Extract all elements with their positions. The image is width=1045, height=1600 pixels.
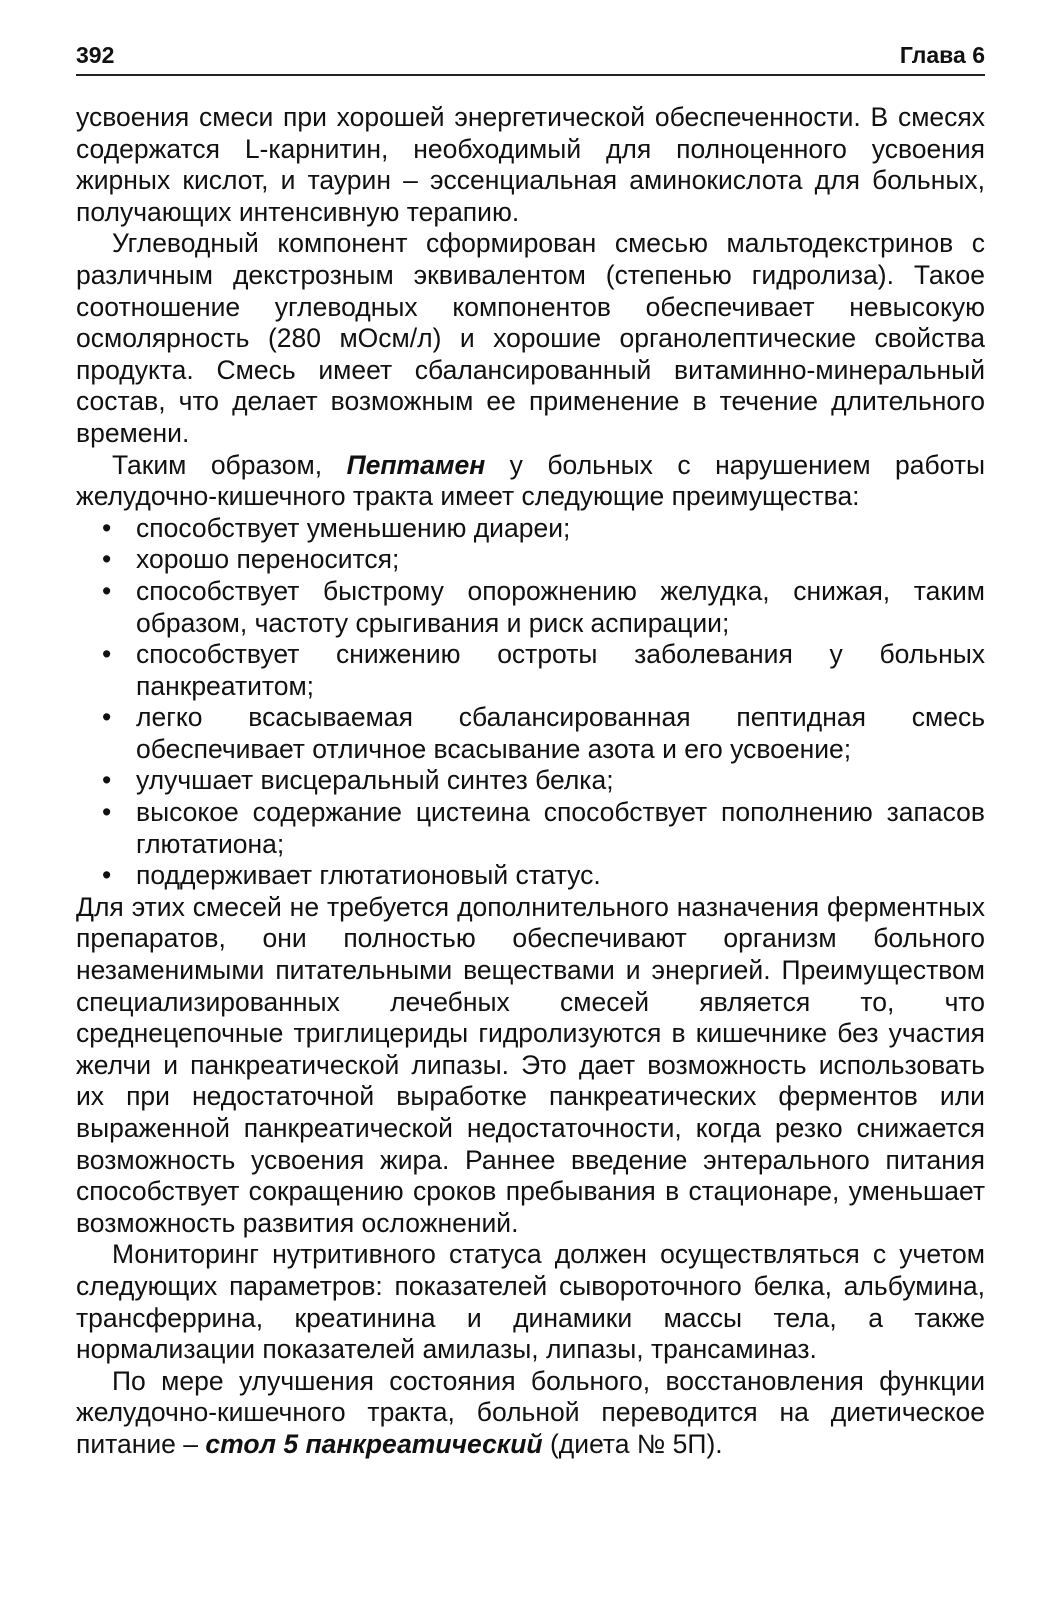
bullet-icon: •: [102, 639, 112, 670]
paragraph-6-tail: (диета № 5П).: [542, 1428, 723, 1459]
list-item-text: способствует уменьшению диареи;: [136, 512, 571, 543]
paragraph-6: [76, 1366, 985, 1461]
list-item-text: улучшает висцеральный синтез белка;: [136, 765, 614, 796]
list-item: [76, 544, 985, 576]
running-header: [76, 40, 985, 76]
bullet-icon: •: [102, 702, 112, 733]
diet-name: стол 5 панкреатический: [205, 1428, 543, 1459]
list-item-text: способствует снижению остроты заболевания у больных панкреатитом;: [136, 639, 985, 701]
paragraph-2: Углеводный компонент сформирован смесью мальтодекстринов с различным декстрозным эквивалентом (степенью гидролиза). Такое соотношение углеводных компонентов обеспечивает невысокую осмолярность (280 мОсм/л) и хорошие органолептические свойства продукта. Смесь имеет сбалансированный витаминно-минеральный состав, что делает возможным ее применение в течение длительного времени.: [76, 228, 985, 448]
paragraph-4: Для этих смесей не требуется дополнительного назначения ферментных препаратов, они полностью обеспечивают организм больного незаменимыми питательными веществами и энергией. Преимуществом специализированных лечебных смесей является то, что среднецепочные триглицериды гидролизуются в кишечнике без участия желчи и панкреатической липазы. Это дает возможность использовать их при недостаточной выработке панкреатических ферментов или выраженной панкреатической недостаточности, когда резко снижается возможность усвоения жира. Раннее введение энтерального питания способствует сокращению сроков пребывания в стационаре, уменьшает возможность развития осложнений.: [76, 891, 985, 1238]
page-body: [76, 102, 985, 1461]
list-item-text: легко всасываемая сбалансированная пептидная смесь обеспечивает отличное всасывание азота и его усвоение;: [136, 702, 985, 764]
list-item-text: хорошо переносится;: [136, 544, 400, 575]
bullet-icon: •: [102, 797, 112, 828]
list-item-text: поддерживает глютатионовый статус.: [136, 860, 601, 891]
list-item: [76, 797, 985, 860]
product-name-peptamen: Пептамен: [346, 449, 486, 480]
bullet-icon: •: [102, 512, 112, 543]
list-item: [76, 576, 985, 639]
paragraph-5: Мониторинг нутритивного статуса должен осуществляться с учетом следующих параметров: показателей сывороточного белка, альбумина, трансферрина, креатинина и динамики массы тела, а также нормализации показателей амилазы, липазы, трансаминаз.: [76, 1239, 985, 1365]
paragraph-6-lead: По мере улучшения состояния больного, восстановления функции желудочно-кишечного тракта, больной переводится на диетическое питание –: [76, 1365, 985, 1459]
bullet-icon: •: [102, 575, 112, 606]
list-item: [76, 860, 985, 892]
list-item: [76, 702, 985, 765]
paragraph-3: [76, 450, 985, 513]
paragraph-3-lead: Таким образом,: [112, 449, 347, 480]
list-item-text: высокое содержание цистеина способствует пополнению запасов глютатиона;: [136, 797, 985, 859]
bullet-icon: •: [102, 765, 112, 796]
paragraph-3-tail: у больных с нарушением работы желудочно-кишечного тракта имеет следующие преимущества:: [76, 449, 986, 512]
list-item: [76, 765, 985, 797]
bullet-icon: •: [102, 544, 112, 575]
advantages-list: [76, 513, 985, 892]
book-page: [76, 40, 985, 1461]
paragraph-1: усвоения смеси при хорошей энергетической обеспеченности. В смесях содержатся L-карнитин, необходимый для полноценного усвоения жирных кислот, и таурин – эссенциальная аминокислота для больных, получающих интенсивную терапию.: [76, 102, 985, 227]
list-item: [76, 639, 985, 702]
chapter-title: Глава 6: [899, 42, 985, 68]
list-item: [76, 513, 985, 545]
list-item-text: способствует быстрому опорожнению желудка, снижая, таким образом, частоту срыгивания и риск аспирации;: [136, 575, 985, 638]
page-number: 392: [76, 42, 115, 68]
bullet-icon: •: [102, 860, 112, 891]
